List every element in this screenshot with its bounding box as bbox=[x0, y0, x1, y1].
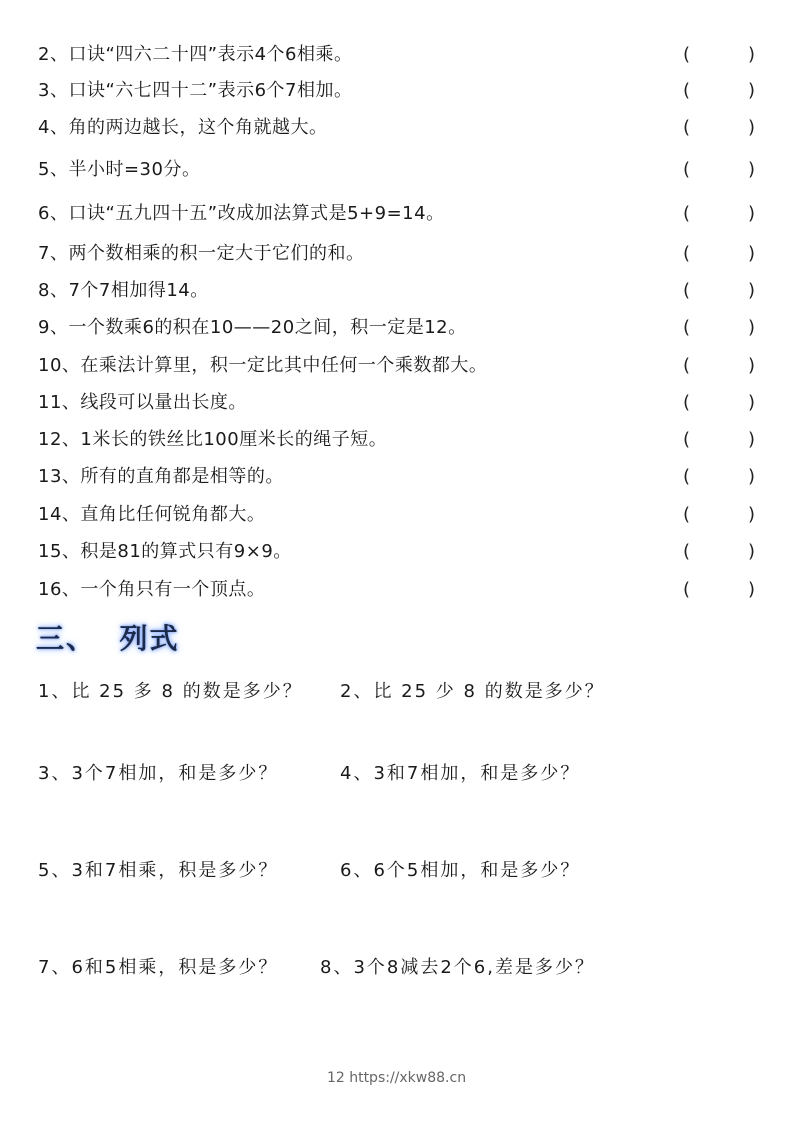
answer-paren-close: ) bbox=[748, 541, 756, 562]
judgment-item-3 bbox=[38, 77, 758, 105]
answer-blank[interactable] bbox=[698, 79, 742, 103]
answer-paren-open: ( bbox=[683, 117, 691, 138]
answer-paren-close: ) bbox=[748, 117, 756, 138]
answer-paren-close: ) bbox=[748, 429, 756, 450]
answer-blank[interactable] bbox=[698, 116, 742, 140]
judgment-item-10 bbox=[38, 352, 758, 380]
answer-paren-open: ( bbox=[683, 541, 691, 562]
answer-blank[interactable] bbox=[698, 158, 742, 182]
judgment-item-9 bbox=[38, 314, 758, 342]
page-footer: 12 https://xkw88.cn bbox=[326, 1070, 467, 1086]
answer-blank[interactable] bbox=[698, 465, 742, 489]
calc-question-1: 1、比 25 多 8 的数是多少？ bbox=[38, 681, 303, 702]
answer-paren-close: ) bbox=[748, 355, 756, 376]
answer-blank[interactable] bbox=[698, 202, 742, 226]
answer-blank[interactable] bbox=[698, 316, 742, 340]
answer-area-7-8[interactable] bbox=[38, 984, 738, 1054]
calc-row-1 bbox=[38, 678, 758, 706]
answer-paren-open: ( bbox=[683, 280, 691, 301]
judgment-item-4 bbox=[38, 114, 758, 142]
calc-question-8: 8、3个8减去2个6,差是多少？ bbox=[320, 957, 595, 978]
answer-paren-open: ( bbox=[683, 429, 691, 450]
answer-paren-close: ) bbox=[748, 280, 756, 301]
question-text: 6、口诀“五九四十五”改成加法算式是5+9=14。 bbox=[38, 203, 445, 224]
answer-blank[interactable] bbox=[698, 279, 742, 303]
answer-blank[interactable] bbox=[698, 540, 742, 564]
question-text: 4、角的两边越长，这个角就越大。 bbox=[38, 117, 328, 138]
answer-paren-open: ( bbox=[683, 466, 691, 487]
judgment-item-6 bbox=[38, 200, 758, 228]
question-text: 15、积是81的算式只有9×9。 bbox=[38, 541, 292, 562]
calc-question-7: 7、6和5相乘，积是多少？ bbox=[38, 957, 279, 978]
answer-paren-close: ) bbox=[748, 203, 756, 224]
question-text: 13、所有的直角都是相等的。 bbox=[38, 466, 284, 487]
question-text: 12、1米长的铁丝比100厘米长的绳子短。 bbox=[38, 429, 388, 450]
judgment-item-14 bbox=[38, 501, 758, 529]
question-text: 9、一个数乘6的积在10——20之间，积一定是12。 bbox=[38, 317, 467, 338]
calc-question-4: 4、3和7相加，和是多少？ bbox=[340, 763, 581, 784]
calc-row-4 bbox=[38, 954, 758, 982]
judgment-item-12 bbox=[38, 426, 758, 454]
answer-paren-close: ) bbox=[748, 466, 756, 487]
judgment-item-15 bbox=[38, 538, 758, 566]
calc-question-3: 3、3个7相加，和是多少？ bbox=[38, 763, 279, 784]
answer-paren-open: ( bbox=[683, 159, 691, 180]
question-text: 11、线段可以量出长度。 bbox=[38, 392, 247, 413]
answer-paren-open: ( bbox=[683, 579, 691, 600]
answer-blank[interactable] bbox=[698, 43, 742, 67]
question-text: 8、7个7相加得14。 bbox=[38, 280, 209, 301]
answer-paren-open: ( bbox=[683, 355, 691, 376]
answer-paren-close: ) bbox=[748, 243, 756, 264]
calc-question-2: 2、比 25 少 8 的数是多少？ bbox=[340, 681, 605, 702]
calc-row-3 bbox=[38, 857, 758, 885]
answer-area-5-6[interactable] bbox=[38, 887, 738, 952]
answer-paren-open: ( bbox=[683, 504, 691, 525]
section-heading-calculation: 三、 列式 bbox=[36, 622, 180, 655]
judgment-item-13 bbox=[38, 463, 758, 491]
question-text: 3、口诀“六七四十二”表示6个7相加。 bbox=[38, 80, 353, 101]
answer-blank[interactable] bbox=[698, 354, 742, 378]
question-text: 14、直角比任何锐角都大。 bbox=[38, 504, 266, 525]
calc-question-5: 5、3和7相乘，积是多少？ bbox=[38, 860, 279, 881]
calc-question-6: 6、6个5相加，和是多少？ bbox=[340, 860, 581, 881]
answer-paren-open: ( bbox=[683, 203, 691, 224]
answer-blank[interactable] bbox=[698, 428, 742, 452]
question-text: 7、两个数相乘的积一定大于它们的和。 bbox=[38, 243, 365, 264]
judgment-item-2 bbox=[38, 41, 758, 69]
judgment-item-11 bbox=[38, 389, 758, 417]
answer-paren-open: ( bbox=[683, 80, 691, 101]
answer-blank[interactable] bbox=[698, 578, 742, 602]
answer-area-1-2[interactable] bbox=[38, 708, 738, 758]
judgment-item-8 bbox=[38, 277, 758, 305]
answer-paren-close: ) bbox=[748, 579, 756, 600]
judgment-item-16 bbox=[38, 576, 758, 604]
answer-paren-close: ) bbox=[748, 392, 756, 413]
answer-paren-close: ) bbox=[748, 504, 756, 525]
question-text: 5、半小时=30分。 bbox=[38, 159, 201, 180]
answer-paren-open: ( bbox=[683, 317, 691, 338]
answer-area-3-4[interactable] bbox=[38, 790, 738, 855]
answer-blank[interactable] bbox=[698, 391, 742, 415]
answer-paren-open: ( bbox=[683, 392, 691, 413]
answer-paren-close: ) bbox=[748, 159, 756, 180]
answer-blank[interactable] bbox=[698, 503, 742, 527]
answer-blank[interactable] bbox=[698, 242, 742, 266]
judgment-item-7 bbox=[38, 240, 758, 268]
answer-paren-open: ( bbox=[683, 243, 691, 264]
answer-paren-close: ) bbox=[748, 80, 756, 101]
answer-paren-open: ( bbox=[683, 44, 691, 65]
question-text: 2、口诀“四六二十四”表示4个6相乘。 bbox=[38, 44, 353, 65]
question-text: 16、一个角只有一个顶点。 bbox=[38, 579, 266, 600]
question-text: 10、在乘法计算里，积一定比其中任何一个乘数都大。 bbox=[38, 355, 488, 376]
answer-paren-close: ) bbox=[748, 44, 756, 65]
judgment-item-5 bbox=[38, 156, 758, 184]
calc-row-2 bbox=[38, 760, 758, 788]
answer-paren-close: ) bbox=[748, 317, 756, 338]
